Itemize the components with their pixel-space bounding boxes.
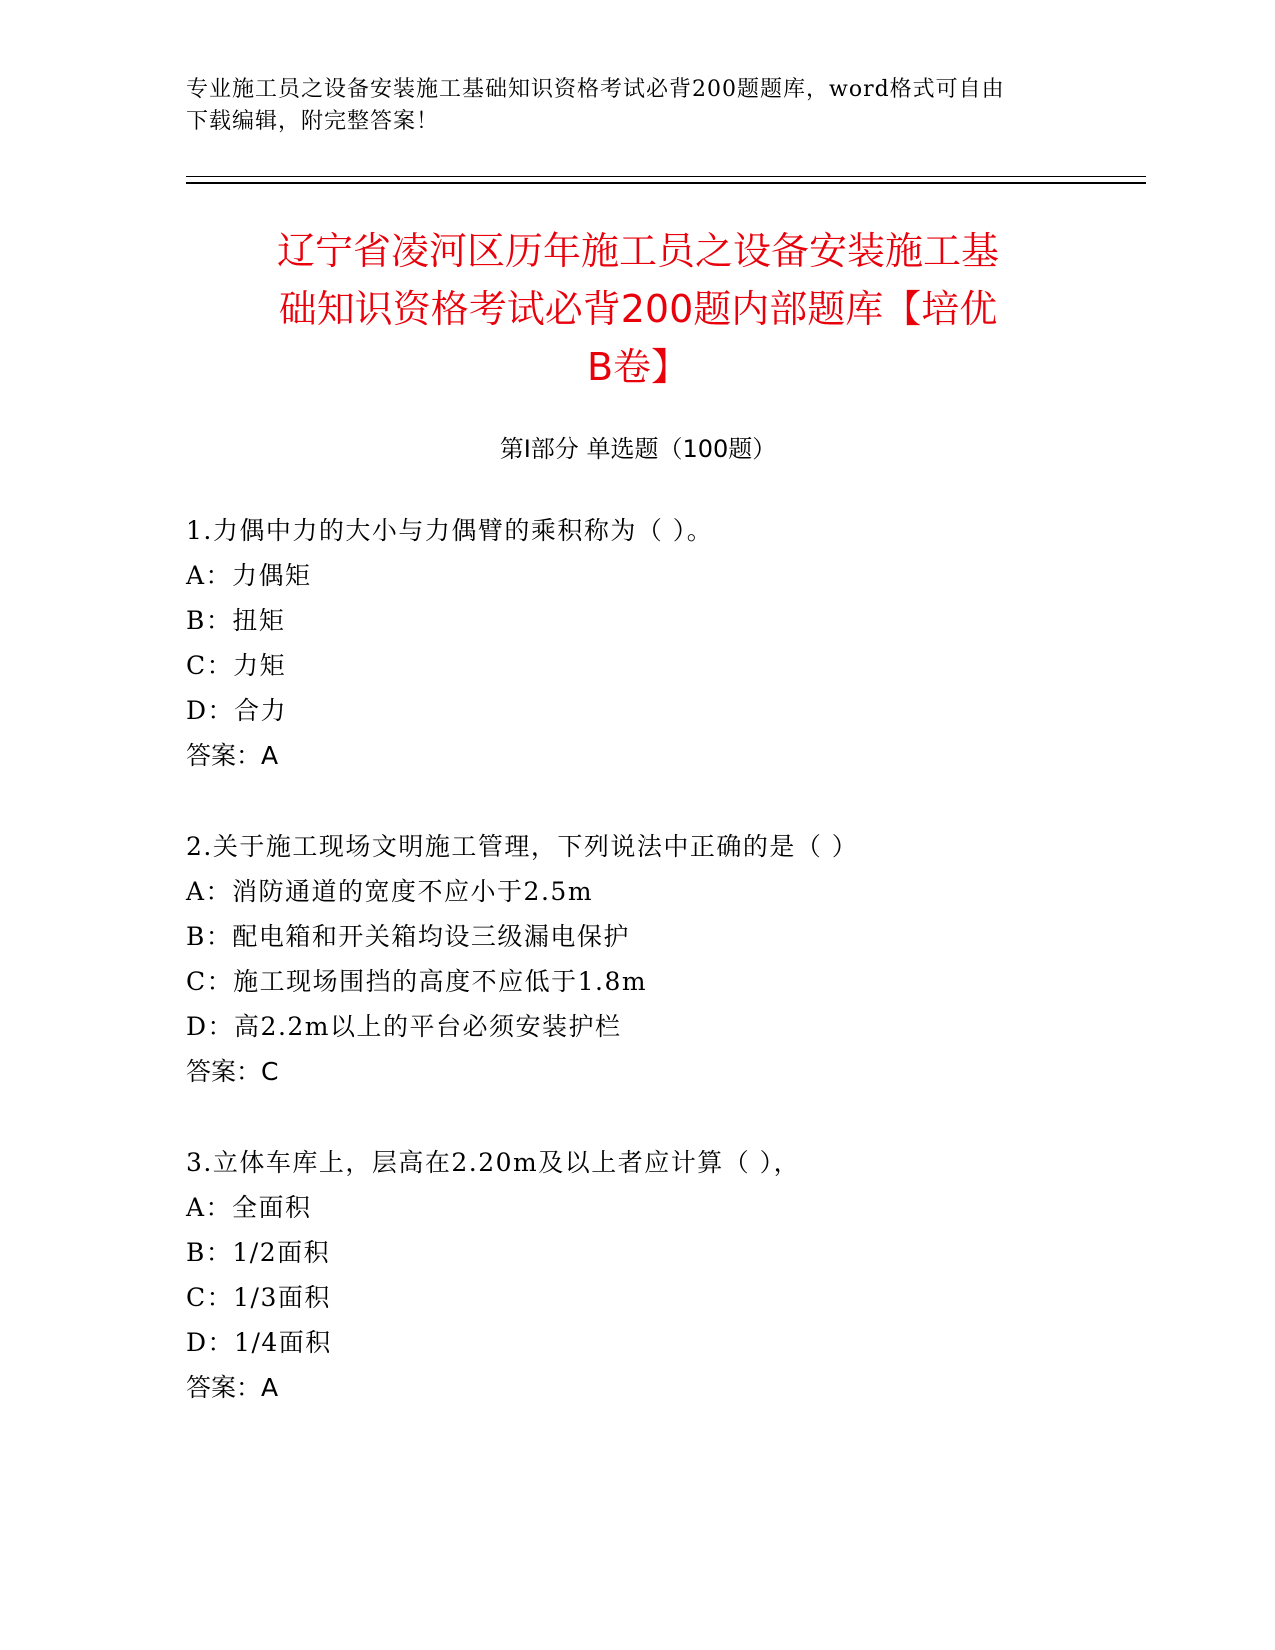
intro-text [186,74,1086,138]
answer: 答案：A [186,741,279,770]
header-rule-thick [186,182,1146,184]
title-line-2: 础知识资格考试必背200题内部题库【培优 [278,287,998,331]
option-b: B：扭矩 [186,606,286,635]
question-stem: 2.关于施工现场文明施工管理，下列说法中正确的是（ ） [186,832,859,861]
answer: 答案：C [186,1057,279,1086]
question-stem: 1.力偶中力的大小与力偶臂的乘积称为（ ）。 [186,516,714,545]
option-a: A：消防通道的宽度不应小于2.5m [186,877,594,906]
question-2 [186,824,1136,1094]
option-c: C：力矩 [186,651,287,680]
question-3 [186,1140,1136,1410]
intro-line-2: 下载编辑，附完整答案！ [186,109,440,134]
question-stem: 3.立体车库上，层高在2.20m及以上者应计算（ ）， [186,1148,801,1177]
document-title [186,222,1090,396]
option-b: B：1/2面积 [186,1238,331,1267]
option-c: C：施工现场围挡的高度不应低于1.8m [186,967,648,996]
section-heading: 第Ⅰ部分 单选题（100题） [499,435,777,463]
option-a: A：全面积 [186,1193,312,1222]
option-d: D：合力 [186,696,288,725]
answer: 答案：A [186,1373,279,1402]
title-line-3: B卷】 [586,345,690,389]
option-d: D：1/4面积 [186,1328,332,1357]
intro-line-1: 专业施工员之设备安装施工基础知识资格考试必背200题题库，word格式可自由 [186,77,1005,102]
option-b: B：配电箱和开关箱均设三级漏电保护 [186,922,630,951]
option-a: A：力偶矩 [186,561,312,590]
question-1 [186,508,1136,778]
title-line-1: 辽宁省凌河区历年施工员之设备安装施工基 [276,229,999,273]
option-c: C：1/3面积 [186,1283,331,1312]
header-rule-thin [186,176,1146,177]
option-d: D：高2.2m以上的平台必须安装护栏 [186,1012,622,1041]
